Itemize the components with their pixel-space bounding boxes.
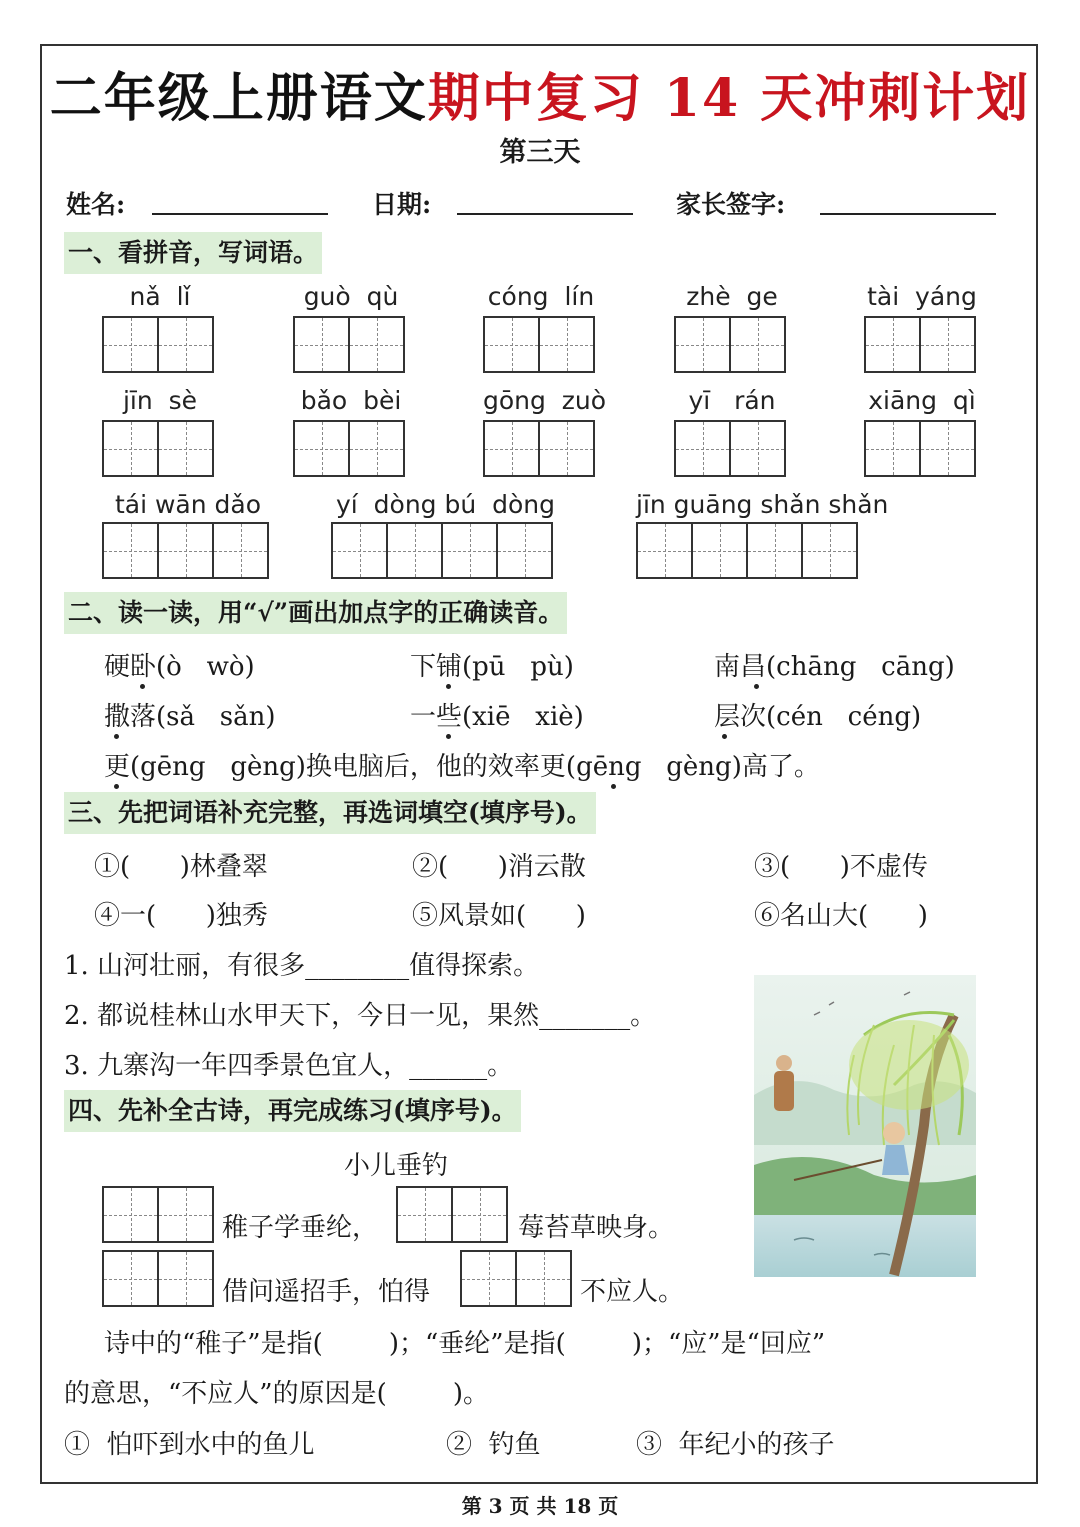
fill-question: 3. 九寨沟一年四季景色宜人，______。 <box>64 1051 514 1081</box>
pinyin-label: tái wān dǎo <box>114 490 262 519</box>
emphasis-dot <box>114 734 119 739</box>
writing-grid[interactable] <box>674 420 786 477</box>
emphasis-dot <box>611 784 616 789</box>
fill-question: 2. 都说桂林山水甲天下，今日一见，果然_______。 <box>64 1001 657 1031</box>
writing-grid[interactable] <box>331 522 553 579</box>
idiom-item: ⑤风景如( ) <box>412 901 586 931</box>
fill-question: 1. 山河壮丽，有很多________值得探索。 <box>64 951 540 981</box>
section-1-heading: 一、看拼音，写词语。 <box>64 232 322 274</box>
section-3-heading: 三、先把词语补充完整，再选词填空(填序号)。 <box>64 792 596 834</box>
idiom-item: ④一( )独秀 <box>94 901 268 931</box>
reading-item: 层次(cén céng) <box>714 702 922 732</box>
section-4-heading: 四、先补全古诗，再完成练习(填序号)。 <box>64 1090 521 1132</box>
writing-grid[interactable] <box>293 316 405 373</box>
pinyin-label: yī rán <box>688 386 776 415</box>
section-2-heading: 二、读一读，用“√”画出加点字的正确读音。 <box>64 592 567 634</box>
page-footer: 第 3 页 共 18 页 <box>461 1494 619 1518</box>
emphasis-dot <box>140 684 145 689</box>
pinyin-label: yí dòng bú dòng <box>336 490 555 519</box>
pinyin-label: gōng zuò <box>483 386 607 415</box>
name-field[interactable] <box>152 213 328 215</box>
pinyin-label: zhè ge <box>686 282 778 311</box>
reading-item: 硬卧(ò wò) <box>104 652 255 682</box>
writing-grid[interactable] <box>483 316 595 373</box>
parent-signature-label: 家长签字: <box>676 190 786 219</box>
fishing-boy-illustration <box>754 975 976 1277</box>
name-label: 姓名: <box>66 190 126 219</box>
reading-item: 下铺(pū pù) <box>410 652 574 682</box>
pinyin-label: cóng lín <box>487 282 595 311</box>
idiom-item: ③( )不虚传 <box>754 852 928 882</box>
answer-option: ③ 年纪小的孩子 <box>636 1430 835 1460</box>
writing-grid[interactable] <box>674 316 786 373</box>
emphasis-dot <box>722 734 727 739</box>
reading-item: 撒落(sǎ sǎn) <box>104 702 276 732</box>
writing-grid[interactable] <box>864 316 976 373</box>
reading-sentence: 更(gēng gèng)换电脑后，他的效率更(gēng gèng)高了。 <box>104 752 820 782</box>
writing-grid[interactable] <box>102 316 214 373</box>
pinyin-label: bǎo bèi <box>300 386 402 415</box>
pinyin-label: jīn guāng shǎn shǎn <box>636 490 889 519</box>
idiom-item: ⑥名山大( ) <box>754 901 928 931</box>
idiom-item: ①( )林叠翠 <box>94 852 268 882</box>
idiom-item: ②( )消云散 <box>412 852 586 882</box>
poem-question: 的意思，“不应人”的原因是( )。 <box>64 1379 489 1409</box>
writing-grid[interactable] <box>483 420 595 477</box>
page-title: 二年级上册语文期中复习 14 天冲刺计划 <box>49 68 1031 129</box>
date-label: 日期: <box>372 190 432 219</box>
poem-line: 借问遥招手，怕得 <box>222 1277 431 1307</box>
poem-line: 稚子学垂纶， <box>222 1213 379 1243</box>
writing-grid[interactable] <box>102 420 214 477</box>
pinyin-label: guò qù <box>303 282 399 311</box>
reading-item: 南昌(chāng cāng) <box>714 652 955 682</box>
parent-signature-field[interactable] <box>820 213 996 215</box>
date-field[interactable] <box>457 213 633 215</box>
emphasis-dot <box>446 734 451 739</box>
poem-line: 莓苔草映身。 <box>518 1213 675 1243</box>
emphasis-dot <box>446 684 451 689</box>
poem-question: 诗中的“稚子”是指( )；“垂纶”是指( )；“应”是“回应” <box>104 1329 826 1359</box>
writing-grid[interactable] <box>864 420 976 477</box>
writing-grid[interactable] <box>396 1186 508 1243</box>
writing-grid[interactable] <box>102 522 269 579</box>
writing-grid[interactable] <box>460 1250 572 1307</box>
poem-title: 小儿垂钓 <box>344 1151 449 1181</box>
day-label: 第三天 <box>499 137 581 168</box>
reading-item: 一些(xiē xiè) <box>410 702 584 732</box>
answer-option: ② 钓鱼 <box>446 1430 541 1460</box>
poem-line: 不应人。 <box>580 1277 685 1307</box>
writing-grid[interactable] <box>102 1186 214 1243</box>
writing-grid[interactable] <box>636 522 858 579</box>
pinyin-label: tài yáng <box>867 282 977 311</box>
pinyin-label: nǎ lǐ <box>129 282 191 311</box>
emphasis-dot <box>754 684 759 689</box>
emphasis-dot <box>114 784 119 789</box>
pinyin-label: xiāng qì <box>868 386 976 415</box>
pinyin-label: jīn sè <box>122 386 198 415</box>
writing-grid[interactable] <box>293 420 405 477</box>
answer-option: ① 怕吓到水中的鱼儿 <box>64 1430 315 1460</box>
writing-grid[interactable] <box>102 1250 214 1307</box>
